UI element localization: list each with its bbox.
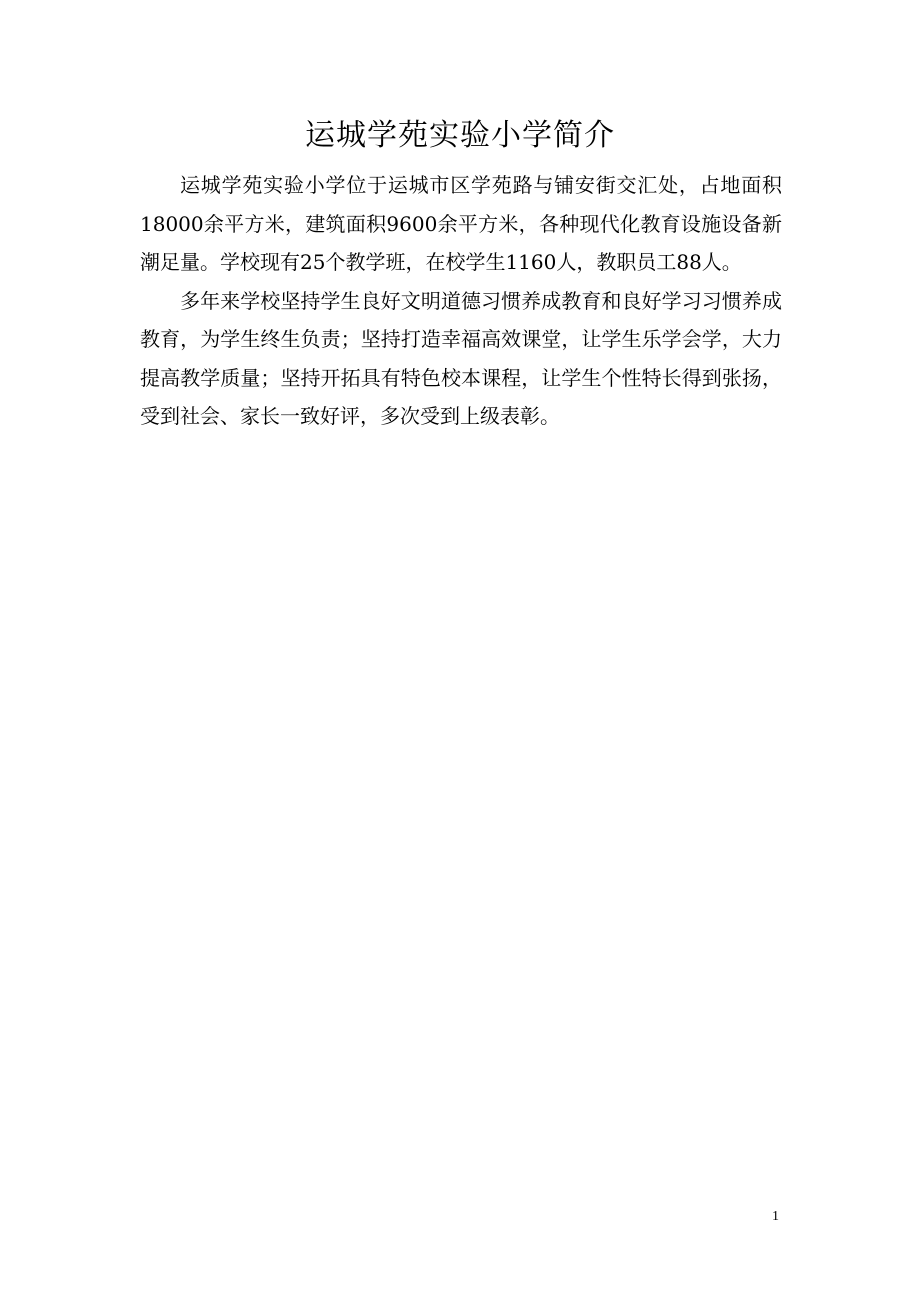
paragraph-intro: 运城学苑实验小学位于运城市区学苑路与铺安街交汇处，占地面积18000余平方米，建筑面积9600余平方米，各种现代化教育设施设备新潮足量。学校现有25个教学班，在校学生1160人，教职员工88人。 xyxy=(140,173,782,274)
body-text xyxy=(140,166,782,436)
page-number: 1 xyxy=(772,1209,779,1224)
paragraph-achievements: 多年来学校坚持学生良好文明道德习惯养成教育和良好学习习惯养成教育，为学生终生负责；坚持打造幸福高效课堂，让学生乐学会学，大力提高教学质量；坚持开拓具有特色校本课程，让学生个性特长得到张扬，受到社会、家长一致好评，多次受到上级表彰。 xyxy=(140,288,782,428)
page-title: 运城学苑实验小学简介 xyxy=(305,118,615,153)
